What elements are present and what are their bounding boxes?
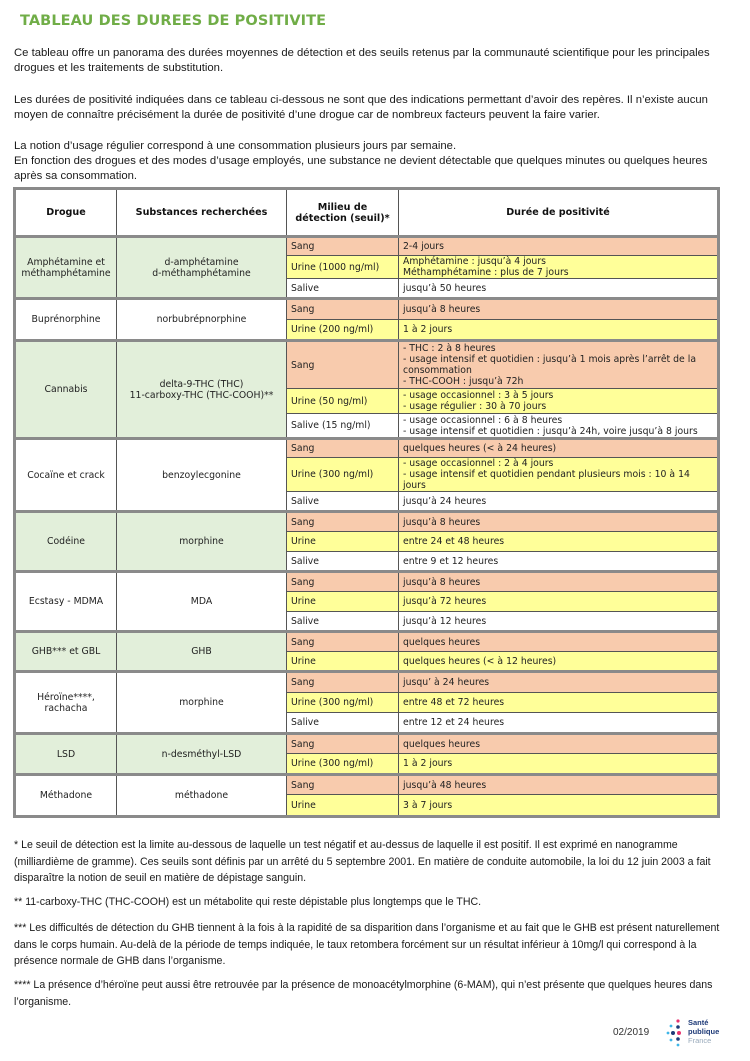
positivity-duration-cell bbox=[399, 795, 719, 817]
drug-name-cell: GHB*** et GBL bbox=[15, 632, 117, 672]
positivity-duration-cell bbox=[399, 439, 719, 458]
logo-line-2: publique bbox=[688, 1027, 720, 1036]
intro-paragraph-1 bbox=[14, 46, 729, 76]
detection-medium-cell: Salive bbox=[287, 279, 399, 299]
duration-line: - usage régulier : 30 à 70 jours bbox=[403, 401, 547, 412]
drug-name-cell: Codéine bbox=[15, 512, 117, 572]
detection-medium-cell: Urine (200 ng/ml) bbox=[287, 320, 399, 341]
detection-medium-cell: Urine bbox=[287, 652, 399, 672]
intro-paragraph-2 bbox=[14, 93, 729, 123]
table-header-row bbox=[15, 189, 719, 237]
drug-name-cell: Ecstasy - MDMA bbox=[15, 572, 117, 632]
substances-cell bbox=[117, 632, 287, 672]
duration-line: entre 24 et 48 heures bbox=[403, 536, 505, 547]
drug-name-cell: Cannabis bbox=[15, 341, 117, 439]
positivity-duration-cell bbox=[399, 572, 719, 592]
substances-cell bbox=[117, 775, 287, 817]
footnote-1 bbox=[14, 837, 726, 887]
detection-medium-cell: Urine bbox=[287, 532, 399, 552]
detection-medium-cell: Urine (300 ng/ml) bbox=[287, 754, 399, 775]
duration-line: 1 à 2 jours bbox=[403, 324, 453, 335]
table-section bbox=[15, 572, 719, 632]
detection-medium-cell: Sang bbox=[287, 299, 399, 320]
table-section bbox=[15, 632, 719, 672]
duration-line: jusqu’à 8 heures bbox=[403, 304, 481, 315]
publication-date: 02/2019 bbox=[613, 1027, 650, 1038]
duration-line: quelques heures bbox=[403, 636, 481, 648]
substances-cell bbox=[117, 299, 287, 341]
duration-line: entre 48 et 72 heures bbox=[403, 697, 505, 708]
table-row bbox=[15, 734, 719, 754]
positivity-duration-cell bbox=[399, 734, 719, 754]
header-substances: Substances recherchées bbox=[117, 189, 287, 237]
table-section bbox=[15, 341, 719, 439]
positivity-duration-cell bbox=[399, 652, 719, 672]
detection-medium-cell: Salive bbox=[287, 713, 399, 734]
table-section bbox=[15, 775, 719, 817]
duration-line: - usage intensif et quotidien : jusqu’à 1 mois après l’arrêt de la consommation bbox=[403, 354, 697, 376]
positivity-duration-cell bbox=[399, 713, 719, 734]
positivity-duration-cell bbox=[399, 754, 719, 775]
substances-cell bbox=[117, 672, 287, 734]
detection-medium-cell: Sang bbox=[287, 734, 399, 754]
table-section bbox=[15, 439, 719, 512]
table-row bbox=[15, 572, 719, 592]
duration-line: - usage occasionnel : 3 à 5 jours bbox=[403, 390, 554, 401]
detection-medium-cell: Urine (1000 ng/ml) bbox=[287, 256, 399, 279]
detection-medium-cell: Sang bbox=[287, 237, 399, 256]
duration-line: jusqu’à 50 heures bbox=[403, 282, 487, 294]
duration-line: Méthamphétamine : plus de 7 jours bbox=[403, 267, 569, 278]
detection-medium-cell: Sang bbox=[287, 632, 399, 652]
detection-medium-cell: Urine (300 ng/ml) bbox=[287, 458, 399, 492]
drug-name-cell: LSD bbox=[15, 734, 117, 775]
substances-cell bbox=[117, 439, 287, 512]
intro-paragraph-3 bbox=[14, 139, 729, 154]
table-section bbox=[15, 512, 719, 572]
header-drogue: Drogue bbox=[15, 189, 117, 237]
duration-line: - THC : 2 à 8 heures bbox=[403, 343, 496, 354]
duration-line: 1 à 2 jours bbox=[403, 758, 453, 769]
substance-name: GHB bbox=[191, 646, 212, 657]
table-row bbox=[15, 775, 719, 795]
drug-name-cell: Amphétamine et méthamphétamine bbox=[15, 237, 117, 299]
positivity-duration-cell bbox=[399, 552, 719, 572]
table-row bbox=[15, 632, 719, 652]
logo-line-1: Santé bbox=[688, 1018, 709, 1027]
table-row bbox=[15, 439, 719, 458]
substance-name: d-amphétamine bbox=[164, 256, 239, 268]
footnote-text: **** La présence d’héroïne peut aussi être retrouvée par la présence de monoacétylmorphine (6-MAM), qui n’est présente que quelques heures dans l’organisme. bbox=[14, 979, 713, 1008]
detection-medium-cell: Urine (300 ng/ml) bbox=[287, 693, 399, 713]
duration-line: - usage intensif et quotidien pendant plusieurs mois : 10 à 14 jours bbox=[403, 469, 690, 491]
duration-line: jusqu’à 72 heures bbox=[403, 596, 487, 607]
duration-line: jusqu’ à 24 heures bbox=[403, 677, 490, 688]
positivity-duration-cell bbox=[399, 299, 719, 320]
positivity-duration-cell bbox=[399, 414, 719, 439]
intro-paragraph-4 bbox=[14, 154, 729, 184]
positivity-duration-cell bbox=[399, 693, 719, 713]
footnote-2 bbox=[14, 894, 726, 911]
substance-name: MDA bbox=[190, 596, 213, 607]
detection-medium-cell: Sang bbox=[287, 672, 399, 693]
positivity-duration-cell bbox=[399, 672, 719, 693]
footnote-text: ** 11-carboxy-THC (THC-COOH) est un métabolite qui reste dépistable plus longtemps que le THC. bbox=[14, 896, 482, 908]
positivity-duration-cell bbox=[399, 320, 719, 341]
substance-name: méthadone bbox=[174, 790, 229, 801]
table-section bbox=[15, 672, 719, 734]
table-section bbox=[15, 734, 719, 775]
positivity-duration-cell bbox=[399, 389, 719, 414]
positivity-duration-cell bbox=[399, 492, 719, 512]
positivity-duration-cell bbox=[399, 458, 719, 492]
table-row bbox=[15, 237, 719, 256]
substance-name: d-méthamphétamine bbox=[152, 267, 251, 279]
table-row bbox=[15, 672, 719, 693]
detection-medium-cell: Salive bbox=[287, 612, 399, 632]
positivity-duration-cell bbox=[399, 341, 719, 389]
detection-medium-cell: Sang bbox=[287, 775, 399, 795]
logo-text bbox=[688, 1018, 719, 1045]
duration-line: - usage intensif et quotidien : jusqu’à 24h, voire jusqu’à 8 jours bbox=[403, 425, 698, 437]
substance-name: delta-9-THC (THC) bbox=[159, 378, 244, 390]
duration-line: jusqu’à 48 heures bbox=[403, 779, 487, 791]
intro-text: La notion d’usage régulier correspond à une consommation plusieurs jours par semaine. bbox=[14, 140, 457, 152]
positivity-duration-cell bbox=[399, 532, 719, 552]
intro-text: En fonction des drogues et des modes d’usage employés, une substance ne devient détectable que quelques minutes ou quelques heures après sa consommation. bbox=[14, 155, 708, 182]
detection-medium-cell: Sang bbox=[287, 439, 399, 458]
duration-line: - THC-COOH : jusqu’à 72h bbox=[403, 376, 524, 387]
substances-cell bbox=[117, 572, 287, 632]
detection-medium-cell: Urine bbox=[287, 592, 399, 612]
footnote-text: * Le seuil de détection est la limite au-dessous de laquelle un test négatif et au-dessus de laquelle il est positif. Il est exprimé en nanogramme (milliardième de gramme). Ces seuils sont définis par un arrêté du 5 septembre 2001. En matière de conduite automobile, la loi du 12 juin 2003 a fait disparaître la notion de seuil en matière de dépistage sanguin. bbox=[14, 839, 711, 884]
footnote-3 bbox=[14, 920, 726, 970]
substance-name: morphine bbox=[179, 536, 224, 547]
duration-line: entre 12 et 24 heures bbox=[403, 717, 505, 728]
drug-name-cell: Héroïne****, rachacha bbox=[15, 672, 117, 734]
positivity-duration-cell bbox=[399, 279, 719, 299]
table-row bbox=[15, 299, 719, 320]
duration-line: quelques heures (< à 12 heures) bbox=[403, 655, 557, 667]
duration-line: quelques heures (< à 24 heures) bbox=[403, 443, 557, 454]
duration-line: jusqu’à 24 heures bbox=[403, 495, 487, 507]
positivity-duration-cell bbox=[399, 256, 719, 279]
footnote-4 bbox=[14, 977, 726, 1010]
detection-medium-cell: Salive (15 ng/ml) bbox=[287, 414, 399, 439]
duration-line: 2-4 jours bbox=[403, 241, 444, 252]
detection-medium-cell: Sang bbox=[287, 512, 399, 532]
positivity-duration-cell bbox=[399, 632, 719, 652]
positivity-duration-cell bbox=[399, 775, 719, 795]
page-title: TABLEAU DES DUREES DE POSITIVITE bbox=[20, 13, 327, 29]
duration-line: 3 à 7 jours bbox=[403, 799, 453, 811]
substance-name: benzoylecgonine bbox=[162, 469, 241, 481]
table-row bbox=[15, 512, 719, 532]
header-duree: Durée de positivité bbox=[399, 189, 719, 237]
positivity-duration-cell bbox=[399, 237, 719, 256]
drug-name-cell: Méthadone bbox=[15, 775, 117, 817]
table-section bbox=[15, 299, 719, 341]
positivity-duration-table bbox=[13, 187, 720, 818]
detection-medium-cell: Sang bbox=[287, 341, 399, 389]
detection-medium-cell: Urine (50 ng/ml) bbox=[287, 389, 399, 414]
sante-publique-france-logo bbox=[665, 1017, 730, 1051]
sante-publique-france-logo-icon bbox=[665, 1017, 687, 1051]
substance-name: n-desméthyl-LSD bbox=[161, 748, 242, 760]
duration-line: - usage occasionnel : 6 à 8 heures bbox=[403, 414, 563, 426]
intro-text: Ce tableau offre un panorama des durées moyennes de détection et des seuils retenus par la communauté scientifique pour les principales drogues et les traitements de substitution. bbox=[14, 47, 710, 74]
detection-medium-cell: Salive bbox=[287, 492, 399, 512]
substances-cell bbox=[117, 512, 287, 572]
positivity-duration-cell bbox=[399, 592, 719, 612]
duration-line: jusqu’à 12 heures bbox=[403, 615, 487, 627]
drug-name-cell: Cocaïne et crack bbox=[15, 439, 117, 512]
duration-line: jusqu’à 8 heures bbox=[403, 576, 481, 588]
duration-line: jusqu’à 8 heures bbox=[403, 516, 481, 528]
detection-medium-cell: Urine bbox=[287, 795, 399, 817]
positivity-duration-cell bbox=[399, 612, 719, 632]
positivity-duration-cell bbox=[399, 512, 719, 532]
duration-line: entre 9 et 12 heures bbox=[403, 555, 499, 567]
substances-cell bbox=[117, 237, 287, 299]
duration-line: quelques heures bbox=[403, 738, 481, 750]
substance-name: norbubrépnorphine bbox=[156, 314, 247, 325]
logo-line-3: France bbox=[688, 1036, 712, 1045]
duration-line: - usage occasionnel : 2 à 4 jours bbox=[403, 458, 554, 469]
substances-cell bbox=[117, 734, 287, 775]
duration-line: Amphétamine : jusqu’à 4 jours bbox=[403, 256, 546, 267]
header-milieu: Milieu de détection (seuil)* bbox=[287, 189, 399, 237]
substances-cell bbox=[117, 341, 287, 439]
table-section bbox=[15, 237, 719, 299]
intro-text: Les durées de positivité indiquées dans ce tableau ci-dessous ne sont que des indications permettant d’avoir des repères. Il n’existe aucun moyen de connaître précisément la durée de positivité d’une drogue car de nombreux facteurs peuvent la faire varier. bbox=[14, 94, 708, 121]
table-row bbox=[15, 341, 719, 389]
detection-medium-cell: Salive bbox=[287, 552, 399, 572]
substance-name: morphine bbox=[179, 697, 224, 708]
substance-name: 11-carboxy-THC (THC-COOH)** bbox=[129, 389, 274, 401]
footnote-text: *** Les difficultés de détection du GHB tiennent à la fois à la rapidité de sa disparition dans l’organisme et au fait que le GHB est présent naturellement dans le corps humain. Au-delà de la période de temps indiquée, le taux retombera forcément sur un résultat inférieur à 10mg/l qui correspond à la présence normale de GHB dans l’organisme. bbox=[14, 922, 720, 967]
detection-medium-cell: Sang bbox=[287, 572, 399, 592]
drug-name-cell: Buprénorphine bbox=[15, 299, 117, 341]
